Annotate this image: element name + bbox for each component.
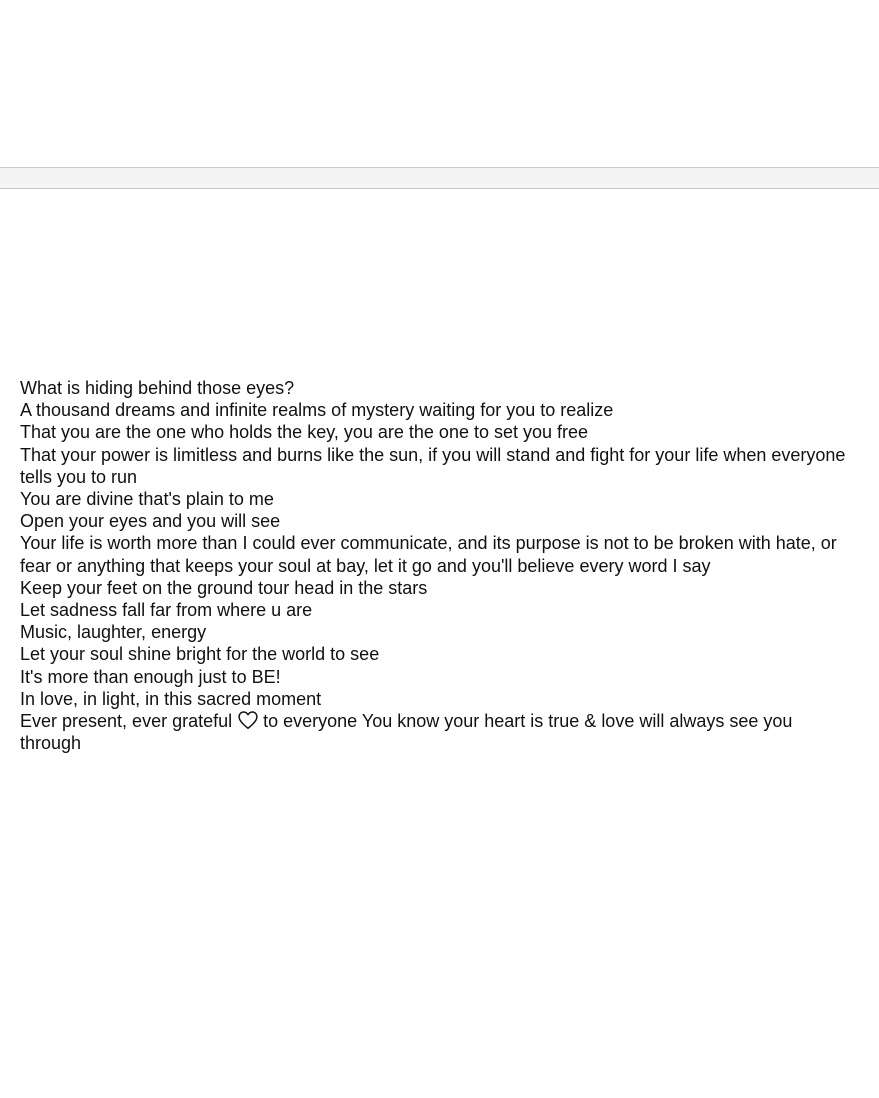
- poem-line: Keep your feet on the ground tour head in the stars: [20, 577, 428, 598]
- poem-line: Open your eyes and you will see: [20, 511, 281, 532]
- poem-line: That you are the one who holds the key, you are the one to set you free: [20, 422, 589, 443]
- heart-outline-icon: [237, 710, 259, 730]
- poem-last-line-end: to everyone You know your heart is true & love will always see you through: [20, 711, 793, 754]
- poem-last-line: [20, 710, 850, 754]
- poem-line: A thousand dreams and infinite realms of mystery waiting for you to realize: [20, 400, 614, 421]
- poem-line: Let sadness fall far from where u are: [20, 600, 313, 621]
- poem-line: Let your soul shine bright for the world to see: [20, 644, 380, 665]
- poem-text: [20, 377, 850, 754]
- toolbar-strip: [0, 167, 879, 189]
- poem-line: Music, laughter, energy: [20, 622, 207, 643]
- poem-line: In love, in light, in this sacred moment: [20, 688, 322, 709]
- poem-line: Your life is worth more than I could ever communicate, and its purpose is not to be broken with hate, or fear or anything that keeps your soul at bay, let it go and you'll believe every word I say: [20, 533, 837, 576]
- poem-line: It's more than enough just to BE!: [20, 666, 281, 687]
- poem-line: That your power is limitless and burns like the sun, if you will stand and fight for your life when everyone tells you to run: [20, 444, 846, 487]
- poem-line: What is hiding behind those eyes?: [20, 378, 295, 398]
- poem-last-line-start: Ever present, ever grateful: [20, 711, 233, 732]
- poem-line: You are divine that's plain to me: [20, 489, 274, 510]
